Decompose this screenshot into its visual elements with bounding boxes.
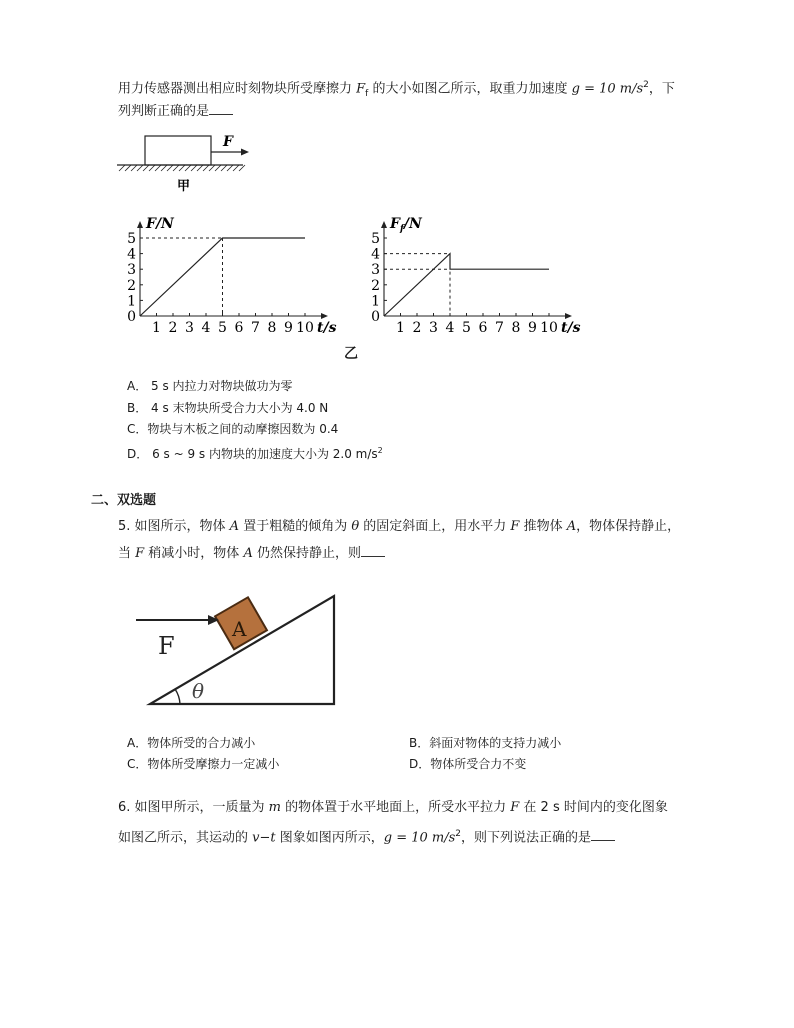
y-axis-arrowhead [137, 221, 143, 228]
text-fragment: 稍减小时，物体 [144, 546, 244, 561]
x-axis-label: t/s [317, 320, 337, 335]
x-tick-label: 6 [234, 320, 244, 335]
hatch-mark [137, 165, 143, 171]
q5-option-a[interactable] [127, 735, 255, 752]
hatch-mark [149, 165, 155, 171]
text-fragment: A [229, 519, 240, 534]
text-fragment: g = 10 m/s [383, 830, 456, 846]
x-axis-arrowhead [565, 313, 572, 319]
chart-friction-vs-time [362, 210, 597, 335]
x-tick-label: 4 [445, 320, 455, 335]
answer-blank [209, 102, 233, 115]
text-fragment: A [243, 546, 253, 561]
x-tick-label: 7 [251, 320, 260, 335]
x-tick-label: 5 [462, 320, 471, 335]
q4-stem-line1 [118, 76, 675, 103]
force-arrowhead [241, 149, 249, 156]
text-fragment: 在 2 s 时间内的变化图象 [519, 800, 668, 815]
q4-option-b[interactable] [127, 400, 328, 417]
x-tick-label: 1 [152, 320, 161, 335]
hatch-mark [221, 165, 227, 171]
y-axis-label: $F_f/N$ [390, 216, 422, 234]
q5-option-d[interactable] [409, 756, 526, 773]
text-fragment: 的物体置于水平地面上，所受水平拉力 [281, 800, 511, 815]
x-tick-label: 4 [201, 320, 211, 335]
hatch-mark [233, 165, 239, 171]
ground-hatch [119, 165, 245, 171]
figure-incline [128, 588, 343, 708]
text-fragment: 物块与木板之间的动摩擦因数为 0.4 [147, 422, 339, 436]
y-tick-label: 3 [371, 262, 380, 279]
text-fragment: 推物体 [519, 519, 567, 534]
y-tick-label: 0 [371, 309, 380, 325]
text-fragment: C． [127, 422, 148, 436]
y-tick-label: 3 [127, 262, 136, 279]
y-tick-label: 4 [127, 246, 136, 263]
y-axis-arrowhead [381, 221, 387, 228]
series-line [384, 254, 549, 316]
y-tick-label: 1 [127, 293, 136, 310]
hatch-mark [185, 165, 191, 171]
hatch-mark [191, 165, 197, 171]
hatch-mark [143, 165, 149, 171]
block-a-label: A [232, 617, 247, 641]
text-fragment: θ [351, 519, 360, 534]
x-tick-label: 9 [284, 320, 293, 335]
figure-jia-caption: 甲 [177, 179, 191, 194]
x-tick-label: 1 [396, 320, 405, 335]
text-fragment: 2 [377, 446, 383, 455]
x-tick-label: 2 [412, 320, 422, 335]
text-fragment: ，物体保持静止， [576, 519, 681, 534]
text-fragment: 4 s 末物块所受合力大小为 4.0 N [147, 401, 329, 415]
x-tick-label: 7 [495, 320, 504, 335]
y-tick-label: 5 [127, 231, 136, 247]
text-fragment: 5. 如图所示，物体 [118, 519, 230, 534]
hatch-mark [203, 165, 209, 171]
block [145, 136, 211, 165]
text-fragment: F [510, 800, 520, 815]
hatch-mark [161, 165, 167, 171]
text-fragment: 2 [455, 829, 462, 839]
text-fragment: F [356, 81, 366, 97]
x-axis-label: t/s [561, 320, 581, 335]
x-tick-label: 2 [168, 320, 178, 335]
x-tick-label: 3 [429, 320, 438, 335]
q6-stem-line1 [118, 799, 668, 817]
text-fragment: ，下 [648, 81, 675, 97]
y-tick-label: 2 [127, 277, 136, 294]
y-tick-label: 2 [371, 277, 380, 294]
q4-option-a[interactable] [127, 378, 293, 395]
text-fragment: m [268, 800, 281, 815]
text-fragment: 物体所受摩擦力一定减小 [147, 757, 280, 771]
text-fragment: 的固定斜面上，用水平力 [359, 519, 511, 534]
text-fragment: F [510, 519, 520, 534]
text-fragment: 6. 如图甲所示，一质量为 [118, 800, 269, 815]
text-fragment: 图象如图丙所示， [275, 830, 384, 846]
text-fragment: ，则下列说法正确的是 [461, 830, 592, 846]
hatch-mark [131, 165, 137, 171]
text-fragment: 2 [643, 80, 649, 90]
q5-option-c[interactable] [127, 756, 279, 773]
hatch-mark [209, 165, 215, 171]
hatch-mark [155, 165, 161, 171]
text-fragment: 5 s 内拉力对物块做功为零 [147, 379, 293, 393]
q5-stem-line2 [118, 544, 385, 563]
text-fragment: g = 10 m/s [571, 81, 644, 97]
x-tick-label: 10 [540, 320, 558, 335]
text-fragment: 斜面对物体的支持力减小 [429, 736, 562, 750]
text-fragment: f [365, 88, 369, 99]
chart-force-vs-time [118, 210, 348, 335]
hatch-mark [173, 165, 179, 171]
x-tick-label: 9 [528, 320, 537, 335]
x-tick-label: 5 [218, 320, 227, 335]
q5-stem-line1 [118, 518, 680, 536]
hatch-mark [125, 165, 131, 171]
text-fragment: B． [127, 401, 148, 415]
text-fragment: D． [127, 447, 149, 461]
hatch-mark [197, 165, 203, 171]
y-tick-label: 5 [371, 231, 380, 247]
text-fragment: v−t [252, 830, 276, 846]
x-axis-arrowhead [321, 313, 328, 319]
hatch-mark [179, 165, 185, 171]
hatch-mark [167, 165, 173, 171]
x-tick-label: 6 [478, 320, 488, 335]
push-force-label: F [158, 632, 175, 660]
text-fragment: 仍然保持静止，则 [252, 546, 361, 561]
hatch-mark [119, 165, 125, 171]
x-tick-label: 8 [267, 320, 277, 335]
q6-stem-line2 [118, 825, 615, 847]
text-fragment: 用力传感器测出相应时刻物块所受摩擦力 [118, 81, 357, 97]
text-fragment: 当 [118, 546, 136, 561]
text-fragment: 物体所受的合力减小 [147, 736, 256, 750]
figure-yi-caption: 乙 [344, 346, 358, 362]
text-fragment: C． [127, 757, 148, 771]
force-label: F [223, 134, 233, 150]
answer-blank [361, 544, 385, 557]
text-fragment: A [566, 519, 577, 534]
y-axis-label: F/N [146, 216, 174, 232]
y-tick-label: 0 [127, 309, 136, 325]
y-tick-label: 1 [371, 293, 380, 310]
text-fragment: A． [127, 736, 148, 750]
text-fragment: 如图乙所示，其运动的 [118, 830, 253, 846]
text-fragment: D． [409, 757, 431, 771]
text-fragment: B． [409, 736, 430, 750]
x-tick-label: 10 [296, 320, 314, 335]
q4-stem-line2 [118, 102, 233, 121]
theta-label: θ [192, 679, 205, 703]
text-fragment: 的大小如图乙所示，取重力加速度 [368, 81, 572, 97]
hatch-mark [239, 165, 245, 171]
text-fragment: 物体所受合力不变 [430, 757, 527, 771]
text-fragment: A． [127, 379, 148, 393]
answer-blank [591, 828, 615, 841]
text-fragment: 置于粗糙的倾角为 [239, 519, 352, 534]
hatch-mark [215, 165, 221, 171]
y-tick-label: 4 [371, 246, 380, 263]
text-fragment: 列判断正确的是 [118, 104, 210, 119]
q5-option-b[interactable] [409, 735, 561, 752]
q4-option-c[interactable] [127, 421, 338, 438]
text-fragment: F [135, 546, 145, 561]
hatch-mark [227, 165, 233, 171]
text-fragment: 6 s ~ 9 s 内物块的加速度大小为 2.0 m/s [148, 447, 378, 461]
section-title: 二、双选题 [91, 493, 157, 508]
x-tick-label: 3 [185, 320, 194, 335]
figure-jia [115, 128, 255, 196]
q4-option-d[interactable] [127, 442, 383, 463]
x-tick-label: 8 [511, 320, 521, 335]
